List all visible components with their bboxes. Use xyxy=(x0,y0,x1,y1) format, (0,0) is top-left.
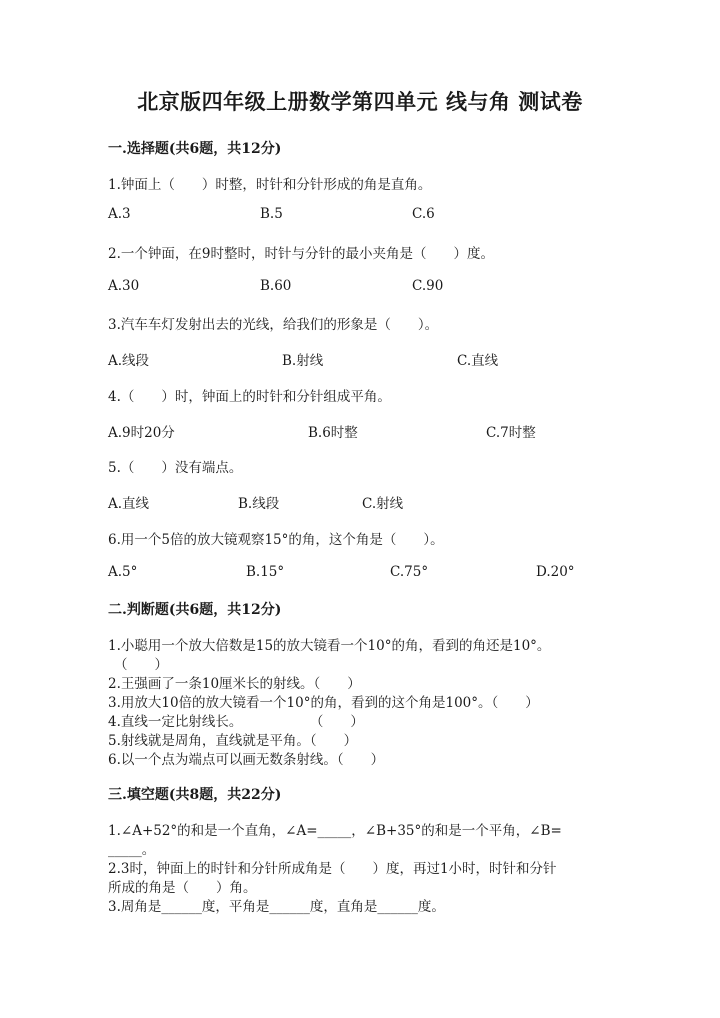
judgement-item: 2.王强画了一条10厘米长的射线。（ ） xyxy=(108,676,361,692)
fill-in-item: 3.周角是______度，平角是______度，直角是______度。 xyxy=(108,899,445,915)
question-stem: 5.（ ）没有端点。 xyxy=(108,460,243,476)
fill-in-item: _____。 xyxy=(108,842,156,858)
option-a: A.9时20分 xyxy=(108,425,175,441)
question-stem: 1.钟面上（ ）时整，时针和分针形成的角是直角。 xyxy=(108,177,432,193)
option-a: A.3 xyxy=(108,206,131,222)
option-c: C.6 xyxy=(412,206,435,222)
fill-in-item: 2.3时，钟面上的时针和分针所成角是（ ）度，再过1小时，时针和分针 xyxy=(108,861,557,877)
option-b: B.60 xyxy=(260,278,292,294)
option-c: C.直线 xyxy=(457,353,499,369)
page-title: 北京版四年级上册数学第四单元 线与角 测试卷 xyxy=(137,89,583,114)
question-stem: 6.用一个5倍的放大镜观察15°的角，这个角是（ ）。 xyxy=(108,532,444,548)
option-b: B.线段 xyxy=(238,496,280,512)
option-c: C.75° xyxy=(390,564,429,580)
option-a: A.线段 xyxy=(108,353,150,369)
question-stem: 4.（ ）时，钟面上的时针和分针组成平角。 xyxy=(108,389,391,405)
judgement-item: 6.以一个点为端点可以画无数条射线。（ ） xyxy=(108,752,385,768)
option-a: A.5° xyxy=(108,564,138,580)
option-d: D.20° xyxy=(536,564,575,580)
option-b: B.15° xyxy=(246,564,285,580)
option-a: A.直线 xyxy=(108,496,150,512)
fill-in-item: 1.∠A+52°的和是一个直角，∠A=_____，∠B+35°的和是一个平角，∠B= xyxy=(108,823,562,839)
section-heading-judgement: 二.判断题(共6题，共12分) xyxy=(108,602,282,618)
option-b: B.5 xyxy=(260,206,283,222)
question-stem: 3.汽车车灯发射出去的光线，给我们的形象是（ ）。 xyxy=(108,317,439,333)
option-b: B.射线 xyxy=(282,353,324,369)
option-a: A.30 xyxy=(108,278,140,294)
option-c: C.90 xyxy=(412,278,444,294)
option-b: B.6时整 xyxy=(308,425,358,441)
judgement-item: （ ） xyxy=(114,657,168,673)
fill-in-item: 所成的角是（ ）角。 xyxy=(108,880,257,896)
judgement-item: 1.小聪用一个放大倍数是15的放大镜看一个10°的角，看到的角还是10°。 xyxy=(108,638,551,654)
section-heading-fill-in: 三.填空题(共8题，共22分) xyxy=(108,787,282,803)
option-c: C.7时整 xyxy=(486,425,536,441)
option-c: C.射线 xyxy=(362,496,404,512)
section-heading-choice: 一.选择题(共6题，共12分) xyxy=(108,141,282,157)
judgement-item: 4.直线一定比射线长。 （ ） xyxy=(108,714,364,730)
question-stem: 2.一个钟面，在9时整时，时针与分针的最小夹角是（ ）度。 xyxy=(108,246,494,262)
judgement-item: 3.用放大10倍的放大镜看一个10°的角，看到的这个角是100°。（ ） xyxy=(108,695,539,711)
judgement-item: 5.射线就是周角，直线就是平角。（ ） xyxy=(108,733,358,749)
